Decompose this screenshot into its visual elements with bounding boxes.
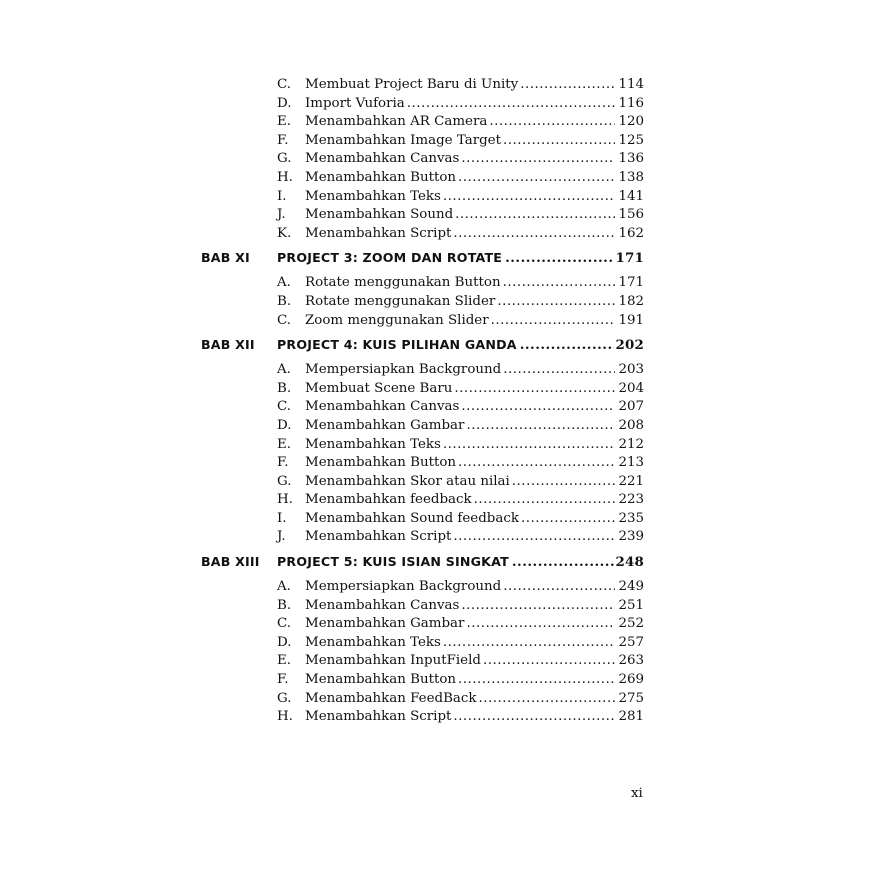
entry-title: Menambahkan InputField [305,653,481,669]
entry-letter: G. [277,473,292,489]
entry-page: 125 [618,132,644,148]
entry-title: Menambahkan Button [305,169,457,185]
entry-page: 251 [618,597,644,613]
toc-entry [201,113,644,132]
entry-letter: G. [277,690,292,706]
entry-title: Menambahkan feedback [305,492,472,508]
dot-leader [483,652,615,671]
entry-letter: D. [277,634,292,650]
entry-page: 162 [618,225,644,241]
entry-page: 235 [618,510,644,526]
toc-entry [201,436,644,455]
toc-entry [201,597,644,616]
chapter-title: PROJECT 3: ZOOM DAN ROTATE [277,250,503,266]
chapter-number: BAB XII [201,337,255,353]
entry-title: Menambahkan Teks [305,436,441,452]
toc-entry [201,671,644,690]
toc-entry [201,361,644,380]
chapter-number: BAB XI [201,250,250,266]
chapter-page: 202 [615,337,644,354]
entry-title: Menambahkan Teks [305,634,441,650]
dot-leader [454,380,615,399]
entry-page: 182 [618,293,644,309]
toc-entry [201,225,644,244]
entry-letter: C. [277,616,292,632]
toc-entry [201,708,644,727]
toc-entry [201,206,644,225]
entry-letter: A. [277,362,291,378]
toc-entry [201,652,644,671]
entry-letter: J. [277,529,286,545]
entry-page: 138 [618,169,644,185]
entry-page: 263 [618,653,644,669]
dot-leader [443,436,616,455]
dot-leader [458,169,615,188]
entry-title: Menambahkan Teks [305,188,441,204]
dot-leader [503,132,615,151]
entry-page: 116 [618,95,644,111]
entry-page: 136 [618,151,644,167]
toc-entry [201,132,644,151]
entry-page: 212 [618,436,644,452]
chapter-heading [201,249,644,267]
entry-title: Membuat Scene Baru [305,380,453,396]
entry-letter: B. [277,597,292,613]
entry-letter: H. [277,709,293,725]
entry-title: Membuat Project Baru di Unity [305,77,519,92]
dot-leader [458,454,615,473]
entry-page: 221 [618,473,644,489]
entry-page: 114 [618,77,644,92]
entry-title: Rotate menggunakan Slider [305,293,496,309]
entry-letter: E. [277,114,292,130]
dot-leader [520,336,615,354]
entry-letter: D. [277,417,292,433]
dot-leader [474,491,616,510]
entry-page: 249 [618,579,644,595]
entry-title: Menambahkan Button [305,672,457,688]
entry-title: Menambahkan Image Target [305,132,501,148]
entry-page: 257 [618,634,644,650]
toc-entry [201,95,644,114]
entry-letter: F. [277,132,289,148]
dot-leader [453,528,615,547]
toc-entry [201,690,644,709]
toc-entry [201,634,644,653]
dot-leader [512,473,616,492]
chapter-number: BAB XIII [201,554,260,570]
dot-leader [458,671,615,690]
entry-title: Mempersiapkan Background [305,362,502,378]
chapter-page: 171 [615,250,644,267]
entry-page: 223 [618,492,644,508]
entry-title: Menambahkan Sound [305,207,454,223]
dot-leader [466,615,615,634]
toc-entry [201,76,644,95]
entry-page: 239 [618,529,644,545]
entry-page: 171 [618,275,644,291]
entry-letter: A. [277,579,291,595]
entry-letter: I. [277,188,287,204]
entry-page: 207 [618,399,644,415]
toc-entry [201,578,644,597]
entry-title: Import Vuforia [305,95,405,111]
toc-entry [201,293,644,312]
entry-title: Rotate menggunakan Button [305,275,501,291]
toc-entry [201,454,644,473]
toc-entry [201,417,644,436]
dot-leader [443,188,616,207]
entry-page: 213 [618,455,644,471]
entry-letter: F. [277,672,289,688]
dot-leader [512,553,615,571]
entry-letter: G. [277,151,292,167]
toc-entry [201,274,644,293]
entry-title: Menambahkan Skor atau nilai [305,473,510,489]
entry-title: Menambahkan AR Camera [305,114,488,130]
dot-leader [453,708,615,727]
entry-letter: D. [277,95,292,111]
toc-entry [201,169,644,188]
dot-leader [466,417,615,436]
dot-leader [455,206,615,225]
dot-leader [497,293,615,312]
entry-letter: B. [277,380,292,396]
toc-entry [201,615,644,634]
dot-leader [461,597,615,616]
entry-letter: E. [277,436,292,452]
entry-letter: H. [277,492,293,508]
entry-letter: B. [277,293,292,309]
entry-title: Menambahkan Script [305,529,452,545]
entry-letter: A. [277,275,291,291]
entry-letter: C. [277,312,292,328]
chapter-title: PROJECT 4: KUIS PILIHAN GANDA [277,337,517,353]
entry-letter: K. [277,225,292,241]
dot-leader [407,95,616,114]
entry-title: Menambahkan Canvas [305,597,460,613]
entry-title: Zoom menggunakan Slider [305,312,489,328]
dot-leader [503,578,615,597]
entry-letter: C. [277,77,292,92]
entry-title: Menambahkan Script [305,225,452,241]
entry-title: Mempersiapkan Background [305,579,502,595]
dot-leader [503,274,616,293]
entry-page: 252 [618,616,644,632]
entry-letter: H. [277,169,293,185]
entry-letter: E. [277,653,292,669]
chapter-title: PROJECT 5: KUIS ISIAN SINGKAT [277,554,509,570]
dot-leader [503,361,615,380]
toc-entry [201,380,644,399]
dot-leader [461,150,615,169]
dot-leader [453,225,615,244]
entry-title: Menambahkan Canvas [305,151,460,167]
entry-title: Menambahkan Gambar [305,616,465,632]
entry-page: 275 [618,690,644,706]
entry-page: 120 [618,114,644,130]
dot-leader [505,249,614,267]
entry-title: Menambahkan Button [305,455,457,471]
entry-page: 208 [618,417,644,433]
entry-title: Menambahkan Canvas [305,399,460,415]
entry-title: Menambahkan Gambar [305,417,465,433]
chapter-heading [201,553,644,571]
chapter-page: 248 [615,554,644,571]
entry-letter: C. [277,399,292,415]
entry-page: 156 [618,207,644,223]
page-number: xi [631,786,643,801]
dot-leader [479,690,616,709]
entry-title: Menambahkan FeedBack [305,690,477,706]
entry-title: Menambahkan Sound feedback [305,510,519,526]
dot-leader [491,312,616,331]
entry-title: Menambahkan Script [305,709,452,725]
dot-leader [489,113,615,132]
dot-leader [443,634,616,653]
entry-letter: F. [277,455,289,471]
dot-leader [520,76,615,95]
entry-page: 203 [618,362,644,378]
toc-entry [201,398,644,417]
chapter-heading [201,336,644,354]
table-of-contents [201,76,644,727]
entry-page: 269 [618,672,644,688]
toc-entry [201,510,644,529]
toc-entry [201,473,644,492]
entry-page: 191 [618,312,644,328]
toc-entry [201,150,644,169]
toc-entry [201,312,644,331]
toc-entry [201,491,644,510]
entry-page: 204 [618,380,644,396]
toc-entry [201,528,644,547]
entry-page: 141 [618,188,644,204]
entry-letter: I. [277,510,287,526]
entry-page: 281 [618,709,644,725]
dot-leader [521,510,615,529]
toc-entry [201,188,644,207]
dot-leader [461,398,615,417]
entry-letter: J. [277,207,286,223]
